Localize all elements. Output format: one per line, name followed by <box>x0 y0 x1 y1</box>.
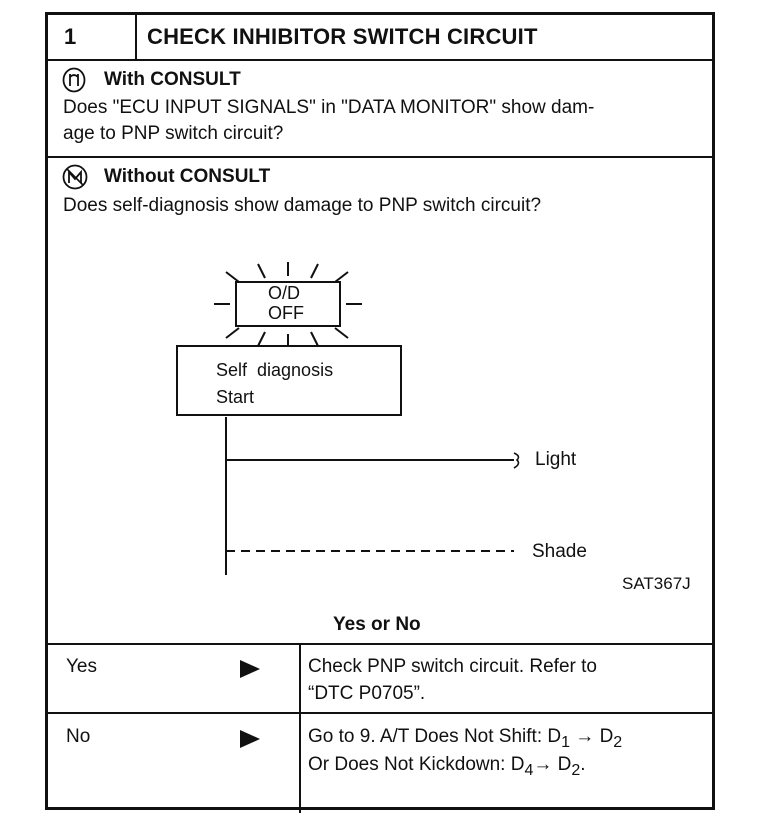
gear-subscript: 4 <box>524 762 534 779</box>
right-triangle-arrow-icon <box>239 729 261 749</box>
figure-id: SAT367J <box>622 574 691 593</box>
yes-row-rule <box>48 712 712 714</box>
no-action-line1 <box>308 724 622 751</box>
no-action-text: Go to 9. A/T Does Not Shift: D <box>308 726 562 747</box>
header-divider <box>135 15 137 59</box>
gear-subscript: 1 <box>561 734 571 751</box>
decision-rule <box>48 643 712 645</box>
od-off-lamp-line1: O/D <box>268 283 301 303</box>
self-diagnosis-label-line1: Self diagnosis <box>216 360 334 380</box>
procedure-table <box>45 12 715 810</box>
no-consult-icon <box>62 164 88 190</box>
od-off-lamp-line2: OFF <box>268 303 304 323</box>
arrow-text: → D <box>570 726 614 747</box>
signal-timing-lines <box>218 415 528 580</box>
yes-or-no-label: Yes or No <box>333 614 421 635</box>
no-action-text: Or Does Not Kickdown: D <box>308 754 525 775</box>
yes-action-line1: Check PNP switch circuit. Refer to <box>308 656 597 677</box>
consult-tool-icon <box>62 67 86 93</box>
without-consult-question: Does self-diagnosis show damage to PNP switch circuit? <box>63 195 542 216</box>
yes-row-divider <box>299 643 301 813</box>
gear-subscript: 2 <box>571 762 581 779</box>
consult-rule <box>48 156 712 158</box>
self-diagnosis-label-line2: Start <box>216 387 255 407</box>
yes-answer: Yes <box>66 656 97 677</box>
with-consult-question-line2: age to PNP switch circuit? <box>63 123 284 144</box>
arrow-text: → D <box>533 754 572 775</box>
right-triangle-arrow-icon <box>239 659 261 679</box>
step-title: CHECK INHIBITOR SWITCH CIRCUIT <box>147 24 538 49</box>
no-answer: No <box>66 726 91 747</box>
with-consult-question-line1: Does "ECU INPUT SIGNALS" in "DATA MONITOR" show dam- <box>63 97 595 118</box>
with-consult-heading: With CONSULT <box>104 69 241 90</box>
no-action-line2 <box>308 752 586 779</box>
gear-subscript: 2 <box>613 734 623 751</box>
shade-label: Shade <box>532 541 587 562</box>
step-number: 1 <box>64 24 77 49</box>
light-label: Light <box>535 449 577 470</box>
without-consult-heading: Without CONSULT <box>104 166 271 187</box>
period-text: . <box>580 754 586 775</box>
header-rule <box>48 59 712 61</box>
yes-action-line2: “DTC P0705”. <box>308 683 426 704</box>
